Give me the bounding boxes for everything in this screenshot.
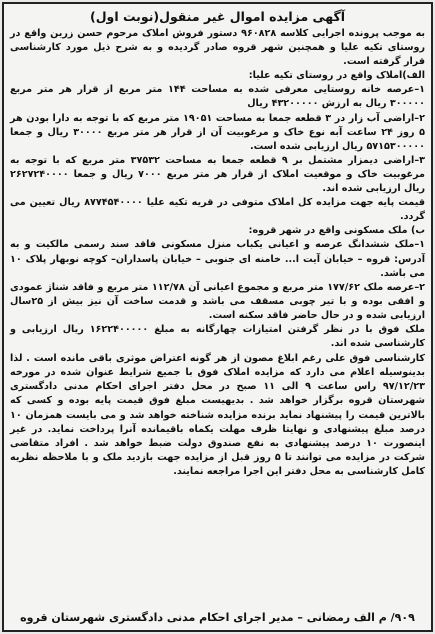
item-a3: ۳–اراضی دیمزار مشتمل بر ۹ قطعه جمعا به مساحت ۳۷۵۳۲ متر مربع که با توجه به مرغوبیت خاک و موقعیت املاک از قرار هر متر مربع ۷۰۰۰ ریال و جمعا ۲۶۲۷۲۴۰۰۰۰ ریال ارزیابی شده اند. xyxy=(10,154,425,195)
notice-signature: ۹۰۹/ م الف رمضانی – مدیر اجرای احکام مدنی دادگستری شهرستان قروه xyxy=(20,611,415,624)
section-b-total: ملک فوق با در نظر گرفتن امتیازات چهارگانه به مبلغ ۱۶۲۲۴۰۰۰۰۰ ریال ارزیابی و کارشناسی شده اند. xyxy=(10,323,425,350)
closing-paragraph: کارشناسی فوق علی رغم ابلاغ مصون از هر گونه اعتراض موثری باقی مانده است . لذا بدینوسیله اعلام می دارد که مزایده املاک فوق با جمیع شرایط عنوان شده در مورخه ۹۷/۱۲/۲۳ راس ساعت ۹ الی ۱۱ صبح در محل دفتر اجرای احکام مدنی دادگستری شهرستان قروه برگزار خواهد شد . بدیهیست مبلغ فوق قیمت پایه بوده و کسی که بالاترین قیمت را پیشنهاد نماید برنده مزایده شناخته خواهد شد و می بایست همزمان ۱۰ درصد مبلغ پیشنهادی و نهایتا ظرف مهلت یکماه باقیمانده آنرا پرداخت نماید. در غیر اینصورت ۱۰ درصد پیشنهادی به نفع صندوق دولت ضبط خواهد شد . افراد متقاضی شرکت در مزایده می توانند تا ۵ روز قبل از مزایده جهت بازدید ملک و با ملاحظه نظریه کامل کارشناسی به محل دفتر این اجرا مراجعه نمایند. xyxy=(10,353,426,477)
intro-paragraph: به موجب پرونده اجرایی کلاسه ۹۶۰۸۲۸ دستور فروش املاک مرحوم حسن زرین واقع در روستای تکیه علیا و همچنین شهر قروه صادر گردیده و به شرح ذیل مورد کارشناسی قرار گرفته است. xyxy=(10,28,425,68)
item-a1: ۱–عرصه خانه روستایی معرفی شده به مساحت ۱۴۴ متر مربع از قرار هر متر مربع ۳۰۰۰۰۰ ریال به ارزش ۴۳۲۰۰۰۰۰ ریال xyxy=(10,84,425,110)
item-b1: ۱–ملک ششدانگ عرصه و اعیانی یکباب منزل مسکونی فاقد سند رسمی مالکیت و به آدرس: قروه – خیابان آیت ا... خامنه ای جنوبی – خیابان پاسداران– کوچه نوبهار پلاک ۱۰ می باشد. xyxy=(10,239,425,279)
item-a2: ۲–اراضی آب زار در ۳ قطعه جمعا به مساحت ۱۹۰۵۱ متر مربع که با توجه به دارا بودن هر ۵ روز ۲۴ ساعت آبه نوع خاک و مرغوبیت آن از قرار هر متر مربع ۳۰۰۰۰ ریال و جمعا ۵۷۱۵۳۰۰۰۰۰ ریال ارزیابی شده است. xyxy=(10,112,425,152)
item-b2: ۲–عرصه ملک ۱۷۷/۶۲ متر مربع و مجموع اعیانی آن ۱۱۲/۷۸ متر مربع و فاقد شناژ عمودی و افقی بوده و با تیر چوبی مسقف می باشد و قدمت ساخت آن نیز بیش از ۲۵سال ارزیابی شده و در حال حاضر فاقد سکنه است. xyxy=(10,281,425,321)
section-a-heading: الف)املاک واقع در روستای تکیه علیا: xyxy=(248,70,425,82)
section-a-total: قیمت پایه جهت مزایده کل املاک متوفی در قریه تکیه علیا ۸۷۷۴۵۴۰۰۰۰ ریال تعیین می گردد. xyxy=(10,197,425,223)
auction-notice xyxy=(2,2,433,632)
notice-title: آگهی مزایده اموال غیر منقول(نوبت اول) xyxy=(89,9,346,24)
section-b-heading: ب) ملک مسکونی واقع در شهر قروه: xyxy=(248,225,425,237)
